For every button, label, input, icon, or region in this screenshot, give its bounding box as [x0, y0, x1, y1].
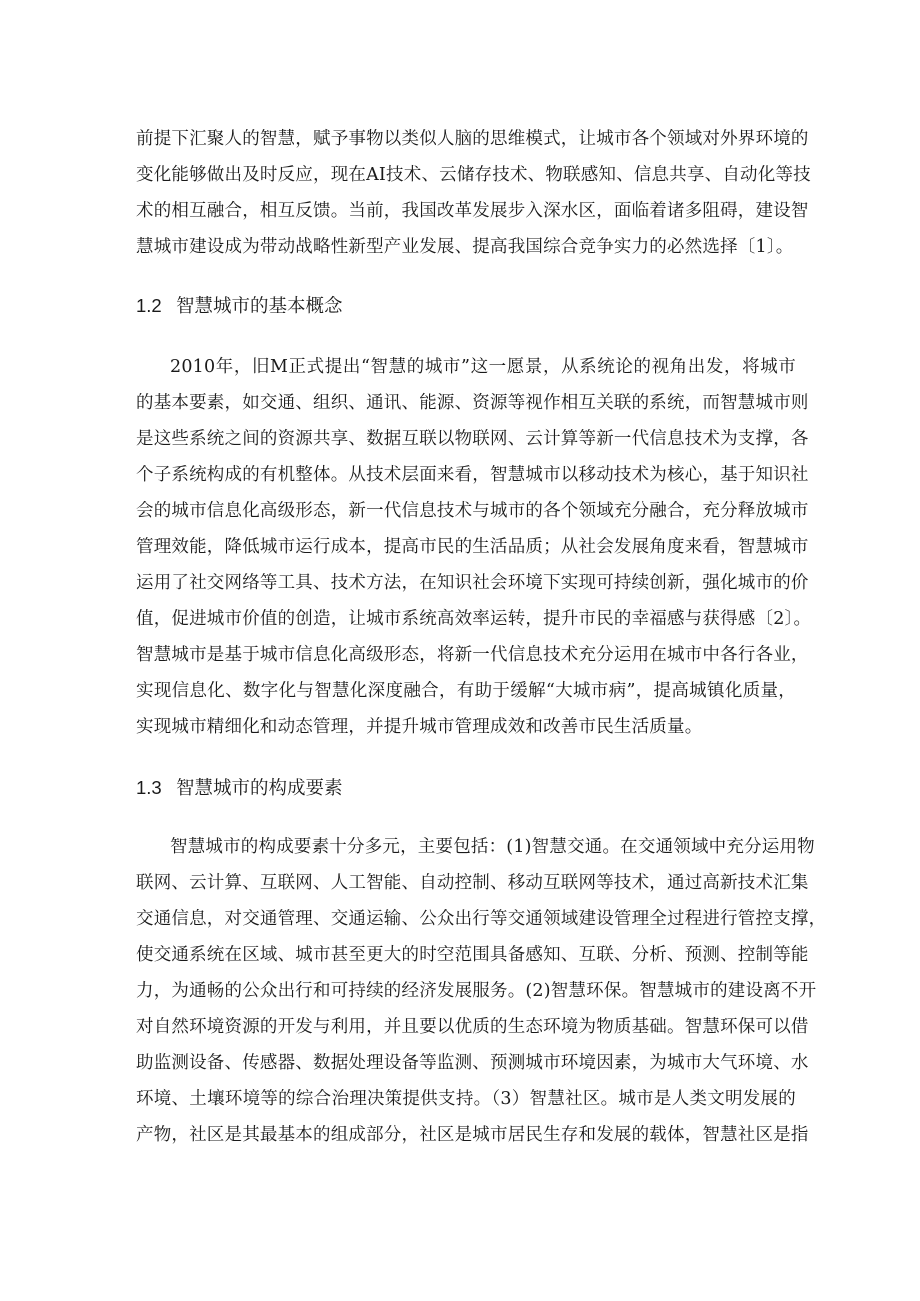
intro-line: 变化能够做出及时反应，现在AI技术、云储存技术、物联感知、信息共享、自动化等技	[136, 165, 811, 185]
intro-line: 前提下汇聚人的智慧，赋予事物以类似人脑的思维模式，让城市各个领域对外界环境的	[136, 129, 809, 149]
body-line: 的基本要素，如交通、组织、通讯、能源、资源等视作相互关联的系统，而智慧城市则	[136, 393, 809, 413]
body-line: 2010年，旧M正式提出“智慧的城市”这一愿景，从系统论的视角出发，将城市	[170, 357, 796, 377]
body-line: 交通信息，对交通管理、交通运输、公众出行等交通领域建设管理全过程进行管控支撑，	[136, 909, 827, 929]
intro-line: 术的相互融合，相互反馈。当前，我国改革发展步入深水区，面临着诸多阻碍，建设智	[136, 201, 809, 221]
section-title: 智慧城市的基本概念	[176, 296, 343, 317]
body-line: 运用了社交网络等工具、技术方法，在知识社会环境下实现可持续创新，强化城市的价	[136, 573, 809, 593]
body-line: 会的城市信息化高级形态，新一代信息技术与城市的各个领域充分融合，充分释放城市	[136, 501, 809, 521]
section-heading-1-2	[136, 289, 343, 324]
body-line: 值，促进城市价值的创造，让城市系统高效率运转，提升市民的幸福感与获得感〔2〕。	[136, 609, 812, 629]
section-heading-1-3	[136, 771, 343, 806]
section-number: 1.3	[136, 777, 162, 798]
body-line: 对自然环境资源的开发与利用，并且要以优质的生态环境为物质基础。智慧环保可以借	[136, 1017, 809, 1037]
body-line: 实现城市精细化和动态管理，并提升城市管理成效和改善市民生活质量。	[136, 717, 703, 737]
body-line: 是这些系统之间的资源共享、数据互联以物联网、云计算等新一代信息技术为支撑，各	[136, 429, 809, 449]
body-line: 力，为通畅的公众出行和可持续的经济发展服务。(2)智慧环保。智慧城市的建设离不开	[136, 981, 817, 1001]
body-line: 智慧城市是基于城市信息化高级形态，将新一代信息技术充分运用在城市中各行各业，	[136, 645, 809, 665]
body-line: 产物，社区是其最基本的组成部分，社区是城市居民生存和发展的载体，智慧社区是指	[136, 1125, 809, 1145]
body-line: 个子系统构成的有机整体。从技术层面来看，智慧城市以移动技术为核心，基于知识社	[136, 465, 809, 485]
intro-line: 慧城市建设成为带动战略性新型产业发展、提高我国综合竞争实力的必然选择〔1〕。	[136, 237, 794, 257]
body-line: 管理效能，降低城市运行成本，提高市民的生活品质；从社会发展角度来看，智慧城市	[136, 537, 809, 557]
section-title: 智慧城市的构成要素	[176, 778, 343, 799]
body-line: 使交通系统在区域、城市甚至更大的时空范围具备感知、互联、分析、预测、控制等能	[136, 945, 809, 965]
section-number: 1.2	[136, 295, 162, 316]
body-line: 联网、云计算、互联网、人工智能、自动控制、移动互联网等技术，通过高新技术汇集	[136, 873, 809, 893]
body-line: 环境、土壤环境等的综合治理决策提供支持。（3）智慧社区。城市是人类文明发展的	[136, 1089, 796, 1109]
body-line: 智慧城市的构成要素十分多元，主要包括：(1)智慧交通。在交通领域中充分运用物	[170, 837, 815, 857]
body-line: 实现信息化、数字化与智慧化深度融合，有助于缓解“大城市病”，提高城镇化质量，	[136, 681, 796, 701]
body-line: 助监测设备、传感器、数据处理设备等监测、预测城市环境因素，为城市大气环境、水	[136, 1053, 809, 1073]
